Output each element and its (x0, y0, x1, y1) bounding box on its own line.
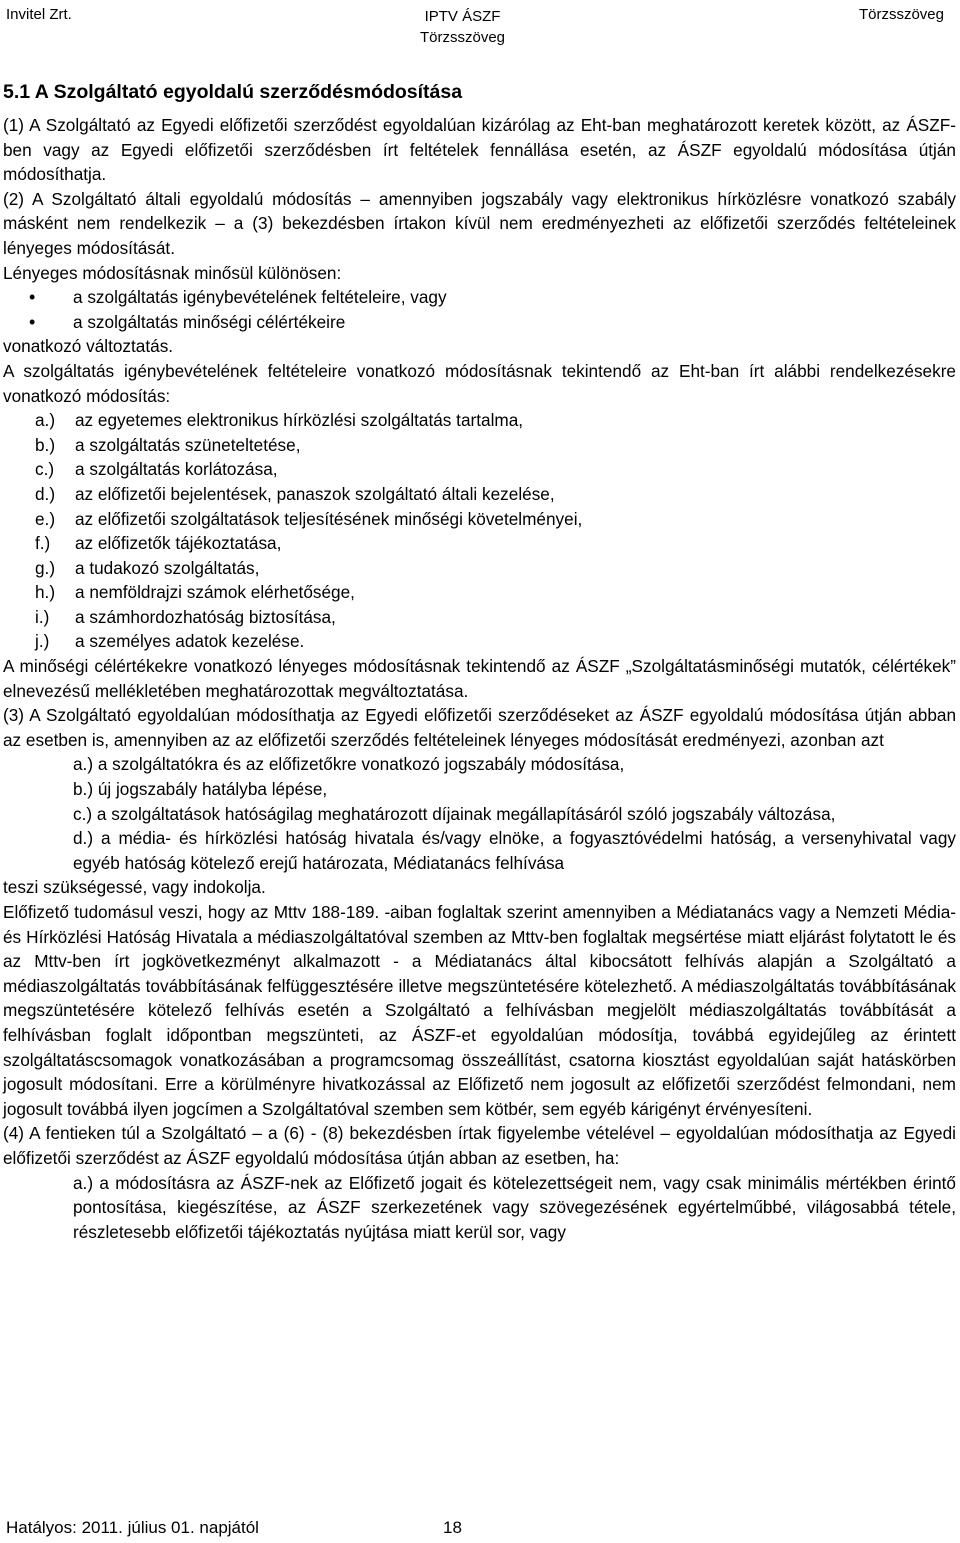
list-item-label: h.) (35, 582, 56, 603)
list-item-label: e.) (35, 508, 56, 529)
list-item: a.) a módosításra az ÁSZF-nek az Előfizető jogait és kötelezettségeit nem, vagy csak minimális mértékben érintő pontosítása, kiegészítése, az ÁSZF szerkezetének vagy szövegezésének egyértelműbbé, világosabbá tétele, részletesebb előfizetői tájékoztatás nyújtása miatt kerül sor, vagy (73, 1172, 956, 1242)
list-item (3, 580, 956, 605)
list-item (3, 531, 956, 556)
paragraph-8: teszi szükségessé, vagy indokolja. (3, 877, 266, 898)
list-item (3, 457, 956, 482)
list-item-label: c.) (35, 459, 55, 480)
list-item-text: a személyes adatok kezelése. (75, 631, 305, 652)
list-item (3, 629, 956, 654)
list-item (3, 556, 956, 581)
list-item-label: j.) (35, 631, 50, 652)
list-item-label: f.) (35, 533, 51, 554)
page-number: 18 (443, 1518, 462, 1537)
list-item-label: i.) (35, 606, 50, 627)
list-item-label: g.) (35, 557, 56, 578)
list-item-text: az előfizetők tájékoztatása, (75, 533, 282, 554)
list-item: b.) új jogszabály hatályba lépése, (73, 779, 328, 800)
paragraph-9: Előfizető tudomásul veszi, hogy az Mttv 188-189. -aiban foglaltak szerint amennyiben a Médiatanács vagy a Nemzeti Média- és Hírközlési Hatóság Hivatala a médiaszolgáltatóval szemben az Mttv-ben foglaltak megsértése miatt eljárást folytatott le és az Mttv-ben írt jogkövetkezményt alkalmazott - a Médiatanács által kibocsátott felhívás alapján a Szolgáltató a médiaszolgáltatás továbbításának felfüggesztésére illetve megszüntetésére kötelezhető. A médiaszolgáltatás továbbításának megszüntetésére kötelező felhívás esetén a Szolgáltató a felhívásban megjelölt médiaszolgáltatás továbbítását a felhívásban foglalt időpontban megszünteti, az ÁSZF-et egyoldalúan módosítja, továbbá egyidejűleg az érintett szolgáltatáscsomagok vonatkozásában a programcsomag összeállítást, csatorna kiosztást egyoldalúan saját hatáskörben jogosult módosítani. Erre a körülményre hivatkozással az Előfizető nem jogosult az előfizetői szerződést felmondani, nem jogosult továbbá ilyen jogcímen a Szolgáltatóval szemben sem kötbér, sem egyéb kárigényt érvényesíteni. (3, 902, 956, 1119)
bullet-item: • a szolgáltatás minőségi célértékeire (3, 310, 956, 335)
paragraph-10: (4) A fentieken túl a Szolgáltató – a (6) - (8) bekezdésben írtak figyelembe vételével – egyoldalúan módosíthatja az Egyedi előfizetői szerződést az ÁSZF egyoldalú módosítása útján abban az esetben, ha: (3, 1123, 956, 1168)
list-item (3, 408, 956, 433)
list-item: d.) a média- és hírközlési hatóság hivatala és/vagy elnöke, a fogyasztóvédelmi hatóság, a versenyhivatal vagy egyéb hatóság kötelező erejű határozata, Médiatanács felhívása (73, 828, 956, 873)
condition-list (3, 1171, 956, 1245)
section-title: 5.1 A Szolgáltató egyoldalú szerződésmódosítása (3, 81, 463, 103)
list-item-text: a szolgáltatás korlátozása, (75, 459, 278, 480)
header-company: Invitel Zrt. (6, 6, 72, 23)
provision-list (3, 408, 956, 654)
paragraph-2: (2) A Szolgáltató általi egyoldalú módosítás – amennyiben jogszabály vagy elektronikus hírközlésre vonatkozó szabály másként nem rendelkezik – a (3) bekezdésben írtakon kívül nem eredményezheti az előfizetői szerződés feltételeinek lényeges módosítását. (3, 188, 956, 258)
header-doc-type: Törzsszöveg (858, 6, 944, 23)
paragraph-5: A szolgáltatás igénybevételének feltételeire vonatkozó módosításnak tekintendő az Eht-ban írt alábbi rendelkezésekre vonatkozó módosítás: (3, 360, 956, 406)
effective-date: Hatályos: 2011. július 01. napjától (6, 1518, 259, 1537)
list-item (3, 507, 956, 532)
list-item-label: d.) (35, 483, 56, 504)
list-item (3, 605, 956, 630)
list-item-text: a szolgáltatás szüneteltetése, (75, 434, 301, 455)
document-body (3, 113, 956, 1244)
bullet-list (3, 285, 956, 334)
page-header (0, 0, 960, 48)
list-item: a.) a szolgáltatókra és az előfizetőkre vonatkozó jogszabály módosítása, (73, 754, 625, 775)
header-document-subtitle: Törzsszöveg (419, 29, 506, 46)
header-document-title (0, 6, 925, 48)
list-item-text: az előfizetői bejelentések, panaszok szolgáltató általi kezelése, (75, 483, 555, 504)
list-item-label: a.) (35, 410, 56, 431)
list-item: c.) a szolgáltatások hatóságilag meghatározott díjainak megállapításáról szóló jogszabály változása, (73, 803, 836, 824)
list-item-text: az előfizetői szolgáltatások teljesítésének minőségi követelményei, (75, 508, 583, 529)
list-item-label: b.) (35, 434, 56, 455)
paragraph-4: vonatkozó változtatás. (3, 336, 174, 357)
list-item-text: a számhordozhatóság biztosítása, (75, 606, 336, 627)
paragraph-7: (3) A Szolgáltató egyoldalúan módosíthatja az Egyedi előfizetői szerződéseket az ÁSZF egyoldalú módosítása útján abban az esetben is, amennyiben az az előfizetői szerződés feltételeinek lényeges módosítását eredményezi, azonban azt (3, 705, 956, 750)
header-document-name: IPTV ÁSZF (424, 8, 501, 25)
page-footer (6, 1518, 462, 1538)
list-item-text: az egyetemes elektronikus hírközlési szolgáltatás tartalma, (75, 410, 524, 431)
reason-list (3, 752, 956, 875)
list-item (3, 482, 956, 507)
list-item-text: a tudakozó szolgáltatás, (75, 557, 260, 578)
list-item-text: a nemföldrajzi számok elérhetősége, (75, 582, 355, 603)
paragraph-1: (1) A Szolgáltató az Egyedi előfizetői szerződést egyoldalúan kizárólag az Eht-ban meghatározott keretek között, az ÁSZF-ben vagy az Egyedi előfizetői szerződésben írt feltételek fennállása esetén, az ÁSZF egyoldalú módosítása útján módosíthatja. (3, 115, 956, 185)
list-item (3, 433, 956, 458)
bullet-item: • a szolgáltatás igénybevételének feltételeire, vagy (3, 285, 956, 310)
paragraph-6: A minőségi célértékekre vonatkozó lényeges módosításnak tekintendő az ÁSZF „Szolgáltatásminőségi mutatók, célértékek” elnevezésű mellékletében meghatározottak megváltoztatása. (3, 656, 956, 701)
paragraph-3: Lényeges módosításnak minősül különösen: (3, 262, 342, 283)
